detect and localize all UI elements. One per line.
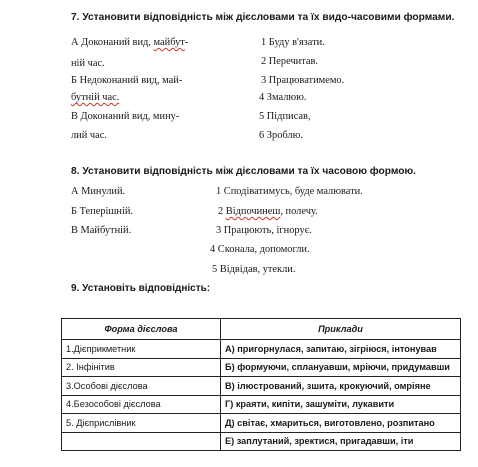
table-cell-example: Б) формуючи, сплануавши, мріючи, придумавши [221, 358, 461, 377]
table-cell-example: В) ілюстрований, зшита, крокуючий, омріяне [221, 377, 461, 396]
task7-left-c-line1: В Доконаний вид, мину- [71, 111, 180, 122]
task7-left-b-line1: Б Недоконаний вид, май- [71, 75, 183, 86]
task8-right-4: 4 Сконала, допомогли. [210, 244, 310, 255]
task8-title: 8. Установити відповідність між дієсловами та їх часовою формою. [71, 166, 416, 177]
table-cell-form: 1.Дієприкметник [62, 340, 221, 359]
table-header-row [62, 319, 461, 340]
task8-right-3: 3 Працюють, ігнорує. [216, 225, 312, 236]
table-cell-example: Г) краяти, кипіти, зашуміти, лукавити [221, 395, 461, 414]
table-cell-form: 5. Дієприслівник [62, 414, 221, 433]
matching-table [61, 318, 461, 451]
task8-left-a: А Минулий. [71, 186, 126, 197]
task7-right-6: 6 Зроблю. [259, 130, 303, 141]
table-cell-example: Е) заплутаний, зректися, пригадавши, іти [221, 432, 461, 451]
table-cell-form: 3.Особові дієслова [62, 377, 221, 396]
task8-right-2: 2 Відпочинеш, полечу. [218, 206, 318, 217]
table-header-examples: Приклади [221, 319, 461, 340]
table-cell-form: 4.Безособові дієслова [62, 395, 221, 414]
table-cell-form: 2. Інфінітив [62, 358, 221, 377]
task7-right-5: 5 Підписав, [259, 111, 311, 122]
task8-left-c: В Майбутній. [71, 225, 132, 236]
table-cell-form [62, 432, 221, 451]
task7-right-3: 3 Працюватимемо. [261, 75, 345, 86]
task7-left-a-line1: А Доконаний вид, майбут- [71, 37, 189, 48]
table-row [62, 340, 461, 359]
table-header-form: Форма дієслова [62, 319, 221, 340]
table-cell-example: А) пригорнулася, запитаю, зігріюся, інтонував [221, 340, 461, 359]
task7-left-a-line2: ній час. [71, 58, 105, 69]
task7-right-4: 4 Змалюю. [259, 92, 307, 103]
task8-left-b: Б Теперішній. [71, 206, 133, 217]
task8-right-5: 5 Відвідав, утекли. [212, 264, 296, 275]
task7-title: 7. Установити відповідність між дієсловами та їх видо-часовими формами. [71, 12, 455, 23]
table-row [62, 358, 461, 377]
table-row [62, 432, 461, 451]
task7-left-c-line2: лий час. [71, 130, 107, 141]
task7-left-b-line2: бутній час. [71, 92, 120, 103]
table-row [62, 395, 461, 414]
table-row [62, 377, 461, 396]
task9-title: 9. Установіть відповідність: [71, 283, 211, 294]
table-cell-example: Д) світає, хмариться, виготовлено, розпитано [221, 414, 461, 433]
task7-right-1: 1 Буду в'язати. [261, 37, 325, 48]
task7-right-2: 2 Перечитав. [261, 56, 319, 67]
table-row [62, 414, 461, 433]
task8-right-1: 1 Сподіватимусь, буде малювати. [216, 186, 363, 197]
